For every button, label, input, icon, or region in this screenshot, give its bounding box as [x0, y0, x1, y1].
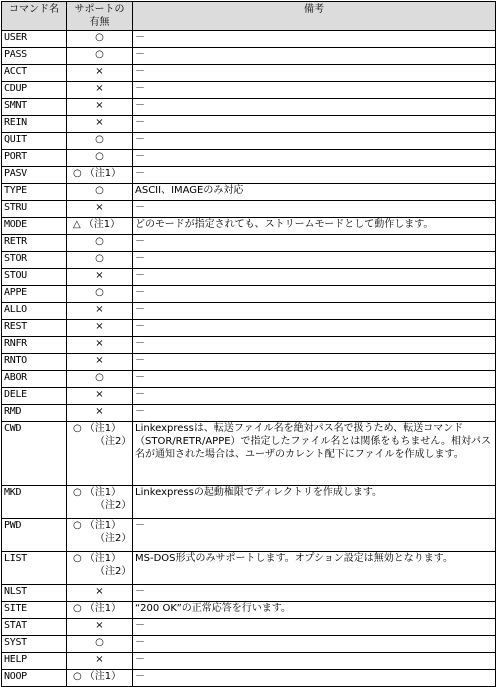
command-name: RMD — [2, 405, 67, 422]
command-name: SITE — [2, 602, 67, 619]
table-row — [2, 65, 496, 82]
support-symbol: ○ — [95, 637, 104, 648]
support-status — [67, 82, 133, 99]
support-symbol: × — [95, 202, 104, 213]
remark: － — [133, 167, 496, 184]
remark: － — [133, 286, 496, 303]
table-row — [2, 422, 496, 486]
table-row — [2, 201, 496, 218]
support-symbol: × — [95, 100, 104, 111]
command-name: PORT — [2, 150, 67, 167]
command-name: STRU — [2, 201, 67, 218]
support-status — [67, 602, 133, 619]
support-note: （注1） — [84, 553, 122, 564]
support-status — [67, 422, 133, 486]
command-name: CWD — [2, 422, 67, 486]
support-symbol: △ — [73, 219, 81, 230]
remark: － — [133, 116, 496, 133]
support-symbol: ○ — [95, 185, 104, 196]
support-status — [67, 405, 133, 422]
table-row — [2, 133, 496, 150]
remark: － — [133, 337, 496, 354]
table-row — [2, 552, 496, 585]
table-row — [2, 235, 496, 252]
command-name: ACCT — [2, 65, 67, 82]
support-status — [67, 65, 133, 82]
support-status — [67, 184, 133, 201]
remark: － — [133, 303, 496, 320]
support-status — [67, 653, 133, 670]
support-symbol: ○ — [95, 372, 104, 383]
command-name: LIST — [2, 552, 67, 585]
support-status — [67, 167, 133, 184]
remark: － — [133, 82, 496, 99]
table-row — [2, 286, 496, 303]
support-note: （注1） — [84, 423, 122, 434]
table-row — [2, 150, 496, 167]
support-status — [67, 48, 133, 65]
command-name: QUIT — [2, 133, 67, 150]
support-symbol: ○ — [73, 671, 82, 682]
remark: － — [133, 405, 496, 422]
command-name: ALLO — [2, 303, 67, 320]
support-status — [67, 133, 133, 150]
remark: － — [133, 670, 496, 687]
table-row — [2, 354, 496, 371]
command-name: PASS — [2, 48, 67, 65]
remark: － — [133, 619, 496, 636]
table-row — [2, 31, 496, 48]
support-symbol: ○ — [95, 151, 104, 162]
support-symbol: ○ — [95, 134, 104, 145]
support-note-2: （注2） — [95, 566, 132, 577]
command-name: NOOP — [2, 670, 67, 687]
support-status — [67, 150, 133, 167]
support-note: （注1） — [84, 168, 122, 179]
remark: － — [133, 653, 496, 670]
remark: － — [133, 269, 496, 286]
support-symbol: × — [95, 620, 104, 631]
remark: － — [133, 65, 496, 82]
remark: － — [133, 388, 496, 405]
remark: － — [133, 354, 496, 371]
support-status — [67, 303, 133, 320]
support-symbol: × — [95, 586, 104, 597]
remark: MS-DOS形式のみサポートします。オプション設定は無効となります。 — [133, 552, 496, 585]
support-symbol: × — [95, 83, 104, 94]
support-status — [67, 201, 133, 218]
support-status — [67, 31, 133, 48]
remark: － — [133, 235, 496, 252]
support-symbol: × — [95, 355, 104, 366]
table-row — [2, 619, 496, 636]
support-note: （注1） — [84, 671, 122, 682]
support-symbol: ○ — [73, 553, 82, 564]
support-symbol: × — [95, 321, 104, 332]
command-name: HELP — [2, 653, 67, 670]
support-status — [67, 235, 133, 252]
support-status — [67, 585, 133, 602]
table-row — [2, 252, 496, 269]
command-name: PWD — [2, 519, 67, 552]
table-row — [2, 116, 496, 133]
table-row — [2, 371, 496, 388]
remark: － — [133, 585, 496, 602]
remark: － — [133, 133, 496, 150]
command-name: RNFR — [2, 337, 67, 354]
support-symbol: ○ — [95, 287, 104, 298]
support-symbol: ○ — [73, 487, 82, 498]
support-symbol: × — [95, 338, 104, 349]
remark: － — [133, 150, 496, 167]
support-symbol: ○ — [73, 168, 82, 179]
support-symbol: ○ — [73, 520, 82, 531]
command-name: STAT — [2, 619, 67, 636]
support-status — [67, 116, 133, 133]
table-row — [2, 636, 496, 653]
support-status — [67, 354, 133, 371]
table-row — [2, 184, 496, 201]
command-name: SMNT — [2, 99, 67, 116]
support-symbol: × — [95, 66, 104, 77]
remark: － — [133, 519, 496, 552]
command-name: MODE — [2, 218, 67, 235]
command-name: TYPE — [2, 184, 67, 201]
command-name: SYST — [2, 636, 67, 653]
header-support: サポートの 有無 — [67, 2, 133, 31]
support-symbol: × — [95, 389, 104, 400]
remark: Linkexpressの起動権限でディレクトリを作成します。 — [133, 486, 496, 519]
support-note: （注1） — [84, 603, 122, 614]
remark: － — [133, 320, 496, 337]
support-status — [67, 286, 133, 303]
table-row — [2, 48, 496, 65]
support-status — [67, 636, 133, 653]
support-status — [67, 371, 133, 388]
remark: Linkexpressは、転送ファイル名を絶対パス名で扱うため、転送コマンド（STOR/RETR/APPE）で指定したファイル名とは関係をもちません。相対パス名が通知された場合は、ユーザのカレント配下にファイルを作成します。 — [133, 422, 496, 486]
header-command: コマンド名 — [2, 2, 67, 31]
remark: どのモードが指定されても、ストリームモードとして動作します。 — [133, 218, 496, 235]
table-row — [2, 218, 496, 235]
support-status — [67, 252, 133, 269]
command-name: PASV — [2, 167, 67, 184]
remark: － — [133, 31, 496, 48]
command-name: DELE — [2, 388, 67, 405]
support-symbol: ○ — [73, 603, 82, 614]
table-row — [2, 486, 496, 519]
command-name: REIN — [2, 116, 67, 133]
support-symbol: ○ — [73, 423, 82, 434]
support-symbol: × — [95, 304, 104, 315]
support-note: （注1） — [83, 219, 121, 230]
command-name: MKD — [2, 486, 67, 519]
support-symbol: ○ — [95, 49, 104, 60]
table-row — [2, 602, 496, 619]
support-status — [67, 388, 133, 405]
table-row — [2, 99, 496, 116]
command-name: APPE — [2, 286, 67, 303]
support-status — [67, 670, 133, 687]
command-name: USER — [2, 31, 67, 48]
table-row — [2, 269, 496, 286]
command-name: REST — [2, 320, 67, 337]
support-status — [67, 552, 133, 585]
support-symbol: × — [95, 270, 104, 281]
remark: － — [133, 252, 496, 269]
support-symbol: ○ — [95, 253, 104, 264]
support-status — [67, 486, 133, 519]
remark: － — [133, 48, 496, 65]
command-name: RETR — [2, 235, 67, 252]
table-row — [2, 82, 496, 99]
support-symbol: × — [95, 117, 104, 128]
table-row — [2, 167, 496, 184]
table-row — [2, 585, 496, 602]
table-row — [2, 653, 496, 670]
table-row — [2, 670, 496, 687]
remark: － — [133, 636, 496, 653]
table-row — [2, 337, 496, 354]
header-remarks: 備考 — [133, 2, 496, 31]
table-row — [2, 303, 496, 320]
support-note: （注1） — [84, 487, 122, 498]
support-note-2: （注2） — [95, 436, 132, 447]
support-note-2: （注2） — [95, 533, 132, 544]
support-symbol: ○ — [95, 236, 104, 247]
table-row — [2, 320, 496, 337]
table-row — [2, 388, 496, 405]
command-name: NLST — [2, 585, 67, 602]
table-row — [2, 405, 496, 422]
table-header-row — [2, 2, 496, 31]
command-name: ABOR — [2, 371, 67, 388]
ftp-command-support-table — [1, 1, 496, 687]
remark: － — [133, 201, 496, 218]
remark: － — [133, 371, 496, 388]
support-status — [67, 320, 133, 337]
support-status — [67, 269, 133, 286]
command-name: CDUP — [2, 82, 67, 99]
support-note: （注1） — [84, 520, 122, 531]
support-symbol: × — [95, 654, 104, 665]
table-row — [2, 519, 496, 552]
support-status — [67, 519, 133, 552]
command-name: RNTO — [2, 354, 67, 371]
support-status — [67, 337, 133, 354]
support-status — [67, 99, 133, 116]
remark: － — [133, 99, 496, 116]
support-note-2: （注2） — [95, 500, 132, 511]
support-status — [67, 218, 133, 235]
remark: “200 OK”の正常応答を行います。 — [133, 602, 496, 619]
command-name: STOU — [2, 269, 67, 286]
support-symbol: × — [95, 406, 104, 417]
support-status — [67, 619, 133, 636]
remark: ASCII、IMAGEのみ対応 — [133, 184, 496, 201]
command-name: STOR — [2, 252, 67, 269]
support-symbol: ○ — [95, 32, 104, 43]
